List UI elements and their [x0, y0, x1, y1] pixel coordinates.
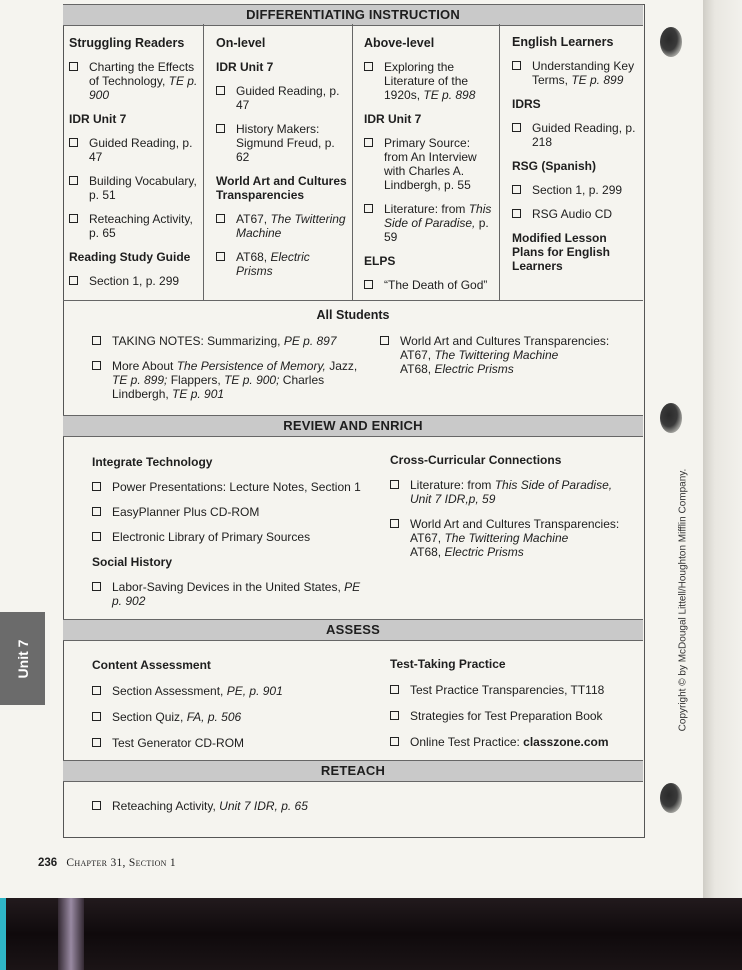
- modified-lesson-plans-heading: Modified Lesson Plans for English Learners: [512, 231, 611, 273]
- checkbox-icon[interactable]: [216, 214, 225, 223]
- checkbox-icon[interactable]: [92, 361, 101, 370]
- checkbox-icon[interactable]: [92, 582, 101, 591]
- list-item[interactable]: AT67, The Twittering Machine: [216, 212, 348, 240]
- above-level-heading: Above-level: [364, 36, 435, 50]
- checkbox-icon[interactable]: [69, 138, 78, 147]
- list-item[interactable]: Section Assessment, PE, p. 901: [92, 684, 362, 698]
- list-item[interactable]: Literature: from This Side of Paradise, p. 59: [364, 202, 496, 244]
- list-item[interactable]: Exploring the Literature of the 1920s, TE p. 898: [364, 60, 496, 102]
- column-above-level: [364, 36, 496, 302]
- content-assessment-section: [92, 658, 362, 761]
- reteach-section: [92, 799, 392, 824]
- checkbox-icon[interactable]: [69, 276, 78, 285]
- cross-curricular-section: [390, 453, 625, 570]
- list-item[interactable]: AT68, Electric Prisms: [216, 250, 348, 278]
- list-item[interactable]: Building Vocabulary, p. 51: [69, 174, 199, 202]
- checkbox-icon[interactable]: [390, 737, 399, 746]
- integrate-technology-section: [92, 455, 362, 619]
- checkbox-icon[interactable]: [69, 214, 78, 223]
- checkbox-icon[interactable]: [92, 738, 101, 747]
- test-taking-practice-heading: Test-Taking Practice: [390, 657, 506, 671]
- list-item[interactable]: Reteaching Activity, Unit 7 IDR, p. 65: [92, 799, 392, 813]
- list-item[interactable]: World Art and Cultures Transparencies: AT67, The Twittering Machine AT68, Electric Prisms: [380, 334, 620, 376]
- column-divider: [203, 24, 204, 300]
- checkbox-icon[interactable]: [92, 686, 101, 695]
- list-item[interactable]: Section 1, p. 299: [512, 183, 642, 197]
- list-item[interactable]: EasyPlanner Plus CD-ROM: [92, 505, 362, 519]
- column-english-learners: [512, 35, 642, 283]
- english-learners-heading: English Learners: [512, 35, 614, 49]
- idr-unit-7-heading: IDR Unit 7: [69, 112, 127, 126]
- list-item[interactable]: Online Test Practice: classzone.com: [390, 735, 630, 749]
- band-review-and-enrich: REVIEW AND ENRICH: [63, 415, 643, 437]
- binder-hole-bottom: [660, 783, 682, 813]
- list-item[interactable]: Section Quiz, FA, p. 506: [92, 710, 362, 724]
- chapter-section-label: Chapter 31, Section 1: [66, 857, 176, 869]
- checkbox-icon[interactable]: [92, 801, 101, 810]
- list-item[interactable]: Test Generator CD-ROM: [92, 736, 362, 750]
- checkbox-icon[interactable]: [364, 62, 373, 71]
- list-item[interactable]: Section 1, p. 299: [69, 274, 199, 288]
- checkbox-icon[interactable]: [390, 711, 399, 720]
- idr-unit-7-heading: IDR Unit 7: [216, 60, 274, 74]
- integrate-technology-heading: Integrate Technology: [92, 455, 213, 469]
- column-on-level: [216, 36, 348, 288]
- reading-study-guide-heading: Reading Study Guide: [69, 250, 191, 264]
- rsg-spanish-heading: RSG (Spanish): [512, 159, 597, 173]
- list-item[interactable]: “The Death of God”: [364, 278, 496, 292]
- social-history-heading: Social History: [92, 555, 173, 569]
- list-item[interactable]: Reteaching Activity, p. 65: [69, 212, 199, 240]
- copyright-notice: Copyright © by McDougal Littell/Houghton Mifflin Company.: [677, 468, 689, 732]
- checkbox-icon[interactable]: [390, 480, 399, 489]
- band-reteach: RETEACH: [63, 760, 643, 782]
- checkbox-icon[interactable]: [69, 176, 78, 185]
- binder-hole-middle: [660, 403, 682, 433]
- checkbox-icon[interactable]: [216, 86, 225, 95]
- binder-edge: [703, 0, 742, 898]
- struggling-readers-heading: Struggling Readers: [69, 36, 185, 50]
- test-taking-practice-section: [390, 657, 630, 760]
- list-item[interactable]: Test Practice Transparencies, TT118: [390, 683, 630, 697]
- world-art-transparencies-heading: World Art and Cultures Transparencies: [216, 174, 347, 202]
- idr-unit-7-heading: IDR Unit 7: [364, 112, 422, 126]
- page-footer: [38, 857, 176, 869]
- column-struggling-readers: [69, 36, 199, 298]
- photo-cyan-edge: [0, 898, 6, 970]
- list-item[interactable]: Labor-Saving Devices in the United States, PE p. 902: [92, 580, 362, 608]
- checkbox-icon[interactable]: [92, 712, 101, 721]
- binder-hole-top: [660, 27, 682, 57]
- checkbox-icon[interactable]: [92, 482, 101, 491]
- column-divider: [352, 24, 353, 300]
- band-differentiating-instruction: DIFFERENTIATING INSTRUCTION: [63, 4, 643, 26]
- cross-curricular-heading: Cross-Curricular Connections: [390, 453, 562, 467]
- idrs-heading: IDRS: [512, 97, 541, 111]
- row-divider: [63, 300, 643, 301]
- elps-heading: ELPS: [364, 254, 396, 268]
- checkbox-icon[interactable]: [512, 185, 521, 194]
- photo-light-streak: [58, 898, 84, 970]
- list-item[interactable]: Electronic Library of Primary Sources: [92, 530, 362, 544]
- column-divider: [499, 24, 500, 300]
- content-assessment-heading: Content Assessment: [92, 658, 211, 672]
- checkbox-icon[interactable]: [216, 124, 225, 133]
- list-item[interactable]: Literature: from This Side of Paradise, Unit 7 IDR,p, 59: [390, 478, 625, 506]
- checkbox-icon[interactable]: [92, 507, 101, 516]
- checkbox-icon[interactable]: [364, 138, 373, 147]
- list-item[interactable]: Guided Reading, p. 218: [512, 121, 642, 149]
- checkbox-icon[interactable]: [69, 62, 78, 71]
- list-item[interactable]: Guided Reading, p. 47: [216, 84, 348, 112]
- photo-background-edge: [0, 898, 742, 970]
- checkbox-icon[interactable]: [512, 61, 521, 70]
- unit-side-tab: Unit 7: [0, 612, 45, 705]
- checkbox-icon[interactable]: [512, 209, 521, 218]
- list-item[interactable]: Primary Source: from An Interview with Charles A. Lindbergh, p. 55: [364, 136, 496, 192]
- list-item[interactable]: Power Presentations: Lecture Notes, Section 1: [92, 480, 362, 494]
- checkbox-icon[interactable]: [512, 123, 521, 132]
- list-item[interactable]: RSG Audio CD: [512, 207, 642, 221]
- all-students-left-list: [92, 334, 360, 412]
- page-number: 236: [38, 857, 58, 869]
- on-level-heading: On-level: [216, 36, 266, 50]
- checkbox-icon[interactable]: [364, 204, 373, 213]
- list-item[interactable]: TAKING NOTES: Summarizing, PE p. 897: [92, 334, 360, 348]
- checkbox-icon[interactable]: [92, 336, 101, 345]
- list-item[interactable]: History Makers: Sigmund Freud, p. 62: [216, 122, 348, 164]
- checkbox-icon[interactable]: [380, 336, 389, 345]
- all-students-right-list: [380, 334, 620, 387]
- list-item[interactable]: Understanding Key Terms, TE p. 899: [512, 59, 642, 87]
- list-item[interactable]: World Art and Cultures Transparencies: AT67, The Twittering Machine AT68, Electric Prisms: [390, 517, 625, 559]
- list-item[interactable]: Strategies for Test Preparation Book: [390, 709, 630, 723]
- list-item[interactable]: Guided Reading, p. 47: [69, 136, 199, 164]
- all-students-heading: All Students: [316, 308, 390, 322]
- list-item[interactable]: Charting the Effects of Technology, TE p. 900: [69, 60, 199, 102]
- checkbox-icon[interactable]: [364, 280, 373, 289]
- list-item[interactable]: More About The Persistence of Memory, Jazz, TE p. 899; Flappers, TE p. 900; Charles Lindbergh, TE p. 901: [92, 359, 360, 401]
- checkbox-icon[interactable]: [390, 685, 399, 694]
- checkbox-icon[interactable]: [92, 532, 101, 541]
- band-assess: ASSESS: [63, 619, 643, 641]
- checkbox-icon[interactable]: [390, 519, 399, 528]
- checkbox-icon[interactable]: [216, 252, 225, 261]
